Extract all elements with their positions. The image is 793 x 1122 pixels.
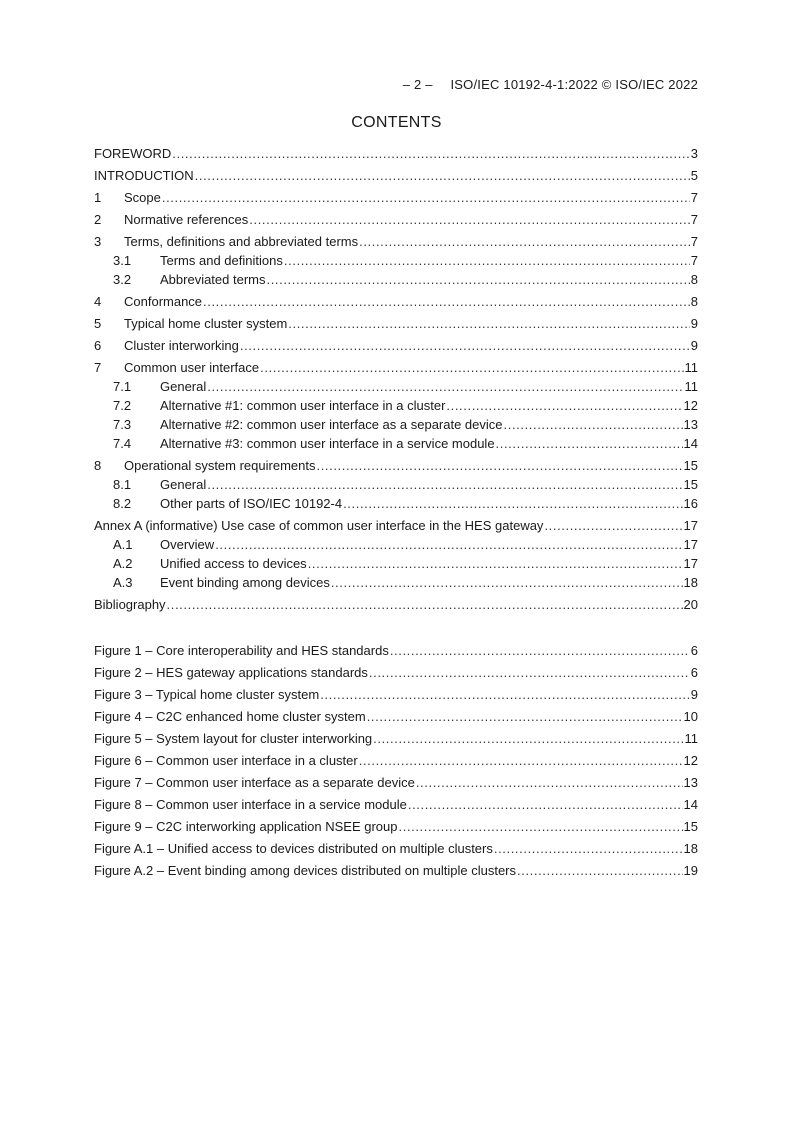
page-number: – 2 – (402, 77, 433, 92)
toc-entry-number: A.3 (113, 575, 133, 590)
toc-entry-number: 7.2 (113, 398, 132, 413)
toc-entry[interactable] (94, 417, 698, 433)
toc-entry-page: 17 (683, 537, 698, 552)
toc-entry[interactable] (94, 597, 698, 613)
toc-entry-page: 14 (683, 797, 698, 812)
toc-entry-label: Scope (124, 190, 161, 205)
toc-entry[interactable] (94, 863, 698, 879)
toc-entry[interactable] (94, 753, 698, 769)
toc-entry-page: 15 (683, 819, 698, 834)
toc-entry[interactable] (94, 458, 698, 474)
toc-entry-page: 9 (690, 316, 698, 331)
toc-entry-page: 18 (683, 575, 698, 590)
toc-entry-label: Figure A.1 – Unified access to devices distributed on multiple clusters (94, 841, 493, 856)
toc-entry[interactable] (94, 575, 698, 591)
toc-entry-page: 10 (683, 709, 698, 724)
toc-entry-label: Terms and definitions (160, 253, 283, 268)
toc-entry-page: 6 (690, 643, 698, 658)
dot-leader (331, 575, 683, 591)
dot-leader (369, 665, 690, 681)
toc-entry-number: 7 (94, 360, 102, 375)
dot-leader (267, 272, 690, 288)
dot-leader (544, 518, 682, 534)
dot-leader (496, 436, 683, 452)
dot-leader (167, 597, 683, 613)
toc-entry-label: Annex A (informative) Use case of common user interface in the HES gateway (94, 518, 544, 533)
toc-entry[interactable] (94, 687, 698, 703)
list-of-figures (94, 643, 698, 879)
toc-entry-number: 3.2 (113, 272, 132, 287)
dot-leader (308, 556, 683, 572)
toc-entry-number: 8.2 (113, 496, 132, 511)
toc-entry-number: 8 (94, 458, 102, 473)
toc-entry-label: INTRODUCTION (94, 168, 194, 183)
toc-entry-page: 12 (683, 753, 698, 768)
toc-entry-page: 16 (683, 496, 698, 511)
toc-entry-page: 11 (684, 379, 698, 394)
dot-leader (359, 753, 683, 769)
toc-entry[interactable] (94, 537, 698, 553)
toc-entry-label: Overview (160, 537, 215, 552)
toc-entry-label: Figure A.2 – Event binding among devices distributed on multiple clusters (94, 863, 517, 878)
dot-leader (207, 477, 682, 493)
toc-entry[interactable] (94, 379, 698, 395)
dot-leader (416, 775, 683, 791)
dot-leader (207, 379, 683, 395)
toc-entry[interactable] (94, 338, 698, 354)
toc-entry[interactable] (94, 841, 698, 857)
toc-entry-label: Abbreviated terms (160, 272, 266, 287)
toc-entry-label: Normative references (124, 212, 249, 227)
toc-entry-label: Figure 1 – Core interoperability and HES standards (94, 643, 389, 658)
toc-entry[interactable] (94, 709, 698, 725)
toc-entry[interactable] (94, 496, 698, 512)
toc-entry-label: Figure 8 – Common user interface in a service module (94, 797, 407, 812)
toc-entry-number: 7.4 (113, 436, 132, 451)
toc-entry-page: 3 (690, 146, 698, 161)
toc-entry-page: 8 (690, 272, 698, 287)
toc-entry[interactable] (94, 643, 698, 659)
toc-entry-label: Figure 4 – C2C enhanced home cluster system (94, 709, 366, 724)
toc-entry[interactable] (94, 797, 698, 813)
toc-entry[interactable] (94, 212, 698, 228)
toc-entry-page: 12 (683, 398, 698, 413)
dot-leader (494, 841, 683, 857)
toc-entry-page: 13 (683, 775, 698, 790)
toc-entry[interactable] (94, 294, 698, 310)
toc-entry-page: 7 (690, 234, 698, 249)
dot-leader (172, 146, 689, 162)
dot-leader (162, 190, 690, 206)
toc-entry-label: General (160, 477, 207, 492)
toc-entry-page: 15 (683, 477, 698, 492)
toc-entry[interactable] (94, 665, 698, 681)
dot-leader (359, 234, 690, 250)
dot-leader (504, 417, 683, 433)
toc-entry[interactable] (94, 556, 698, 572)
dot-leader (408, 797, 683, 813)
toc-entry-label: Figure 3 – Typical home cluster system (94, 687, 320, 702)
dot-leader (284, 253, 690, 269)
toc-entry[interactable] (94, 146, 698, 162)
toc-entry-page: 7 (690, 190, 698, 205)
dot-leader (320, 687, 690, 703)
dot-leader (195, 168, 690, 184)
toc-entry-label: Bibliography (94, 597, 166, 612)
toc-entry-page: 9 (690, 687, 698, 702)
toc-entry-page: 18 (683, 841, 698, 856)
toc-entry-page: 20 (683, 597, 698, 612)
toc-entry-page: 8 (690, 294, 698, 309)
toc-entry[interactable] (94, 360, 698, 376)
table-of-contents (94, 146, 698, 613)
toc-entry[interactable] (94, 190, 698, 206)
toc-entry-number: 1 (94, 190, 102, 205)
toc-entry-label: FOREWORD (94, 146, 172, 161)
toc-entry-label: Other parts of ISO/IEC 10192-4 (160, 496, 343, 511)
toc-entry-number: 3 (94, 234, 102, 249)
toc-entry-page: 19 (683, 863, 698, 878)
document-id: ISO/IEC 10192-4-1:2022 © ISO/IEC 2022 (450, 77, 698, 92)
toc-entry[interactable] (94, 253, 698, 269)
toc-entry-page: 14 (683, 436, 698, 451)
toc-entry-page: 5 (690, 168, 698, 183)
toc-entry-page: 13 (683, 417, 698, 432)
toc-entry-label: Conformance (124, 294, 203, 309)
toc-entry-label: Typical home cluster system (124, 316, 288, 331)
toc-entry[interactable] (94, 316, 698, 332)
page-title: CONTENTS (351, 114, 442, 131)
toc-entry-label: Figure 2 – HES gateway applications standards (94, 665, 368, 680)
toc-entry-number: 7.3 (113, 417, 132, 432)
toc-entry-number: 6 (94, 338, 102, 353)
dot-leader (316, 458, 682, 474)
toc-entry-number: 2 (94, 212, 102, 227)
toc-entry-label: General (160, 379, 207, 394)
dot-leader (215, 537, 682, 553)
page-header (403, 77, 698, 92)
dot-leader (373, 731, 683, 747)
toc-entry[interactable] (94, 234, 698, 250)
dot-leader (240, 338, 690, 354)
toc-entry-number: A.2 (113, 556, 133, 571)
toc-entry[interactable] (94, 775, 698, 791)
dot-leader (446, 398, 682, 414)
toc-entry-label: Figure 9 – C2C interworking application NSEE group (94, 819, 398, 834)
toc-entry-page: 15 (683, 458, 698, 473)
toc-entry-page: 6 (690, 665, 698, 680)
toc-entry-label: Figure 7 – Common user interface as a separate device (94, 775, 415, 790)
toc-entry-label: Terms, definitions and abbreviated terms (124, 234, 359, 249)
dot-leader (367, 709, 683, 725)
toc-entry-label: Unified access to devices (160, 556, 307, 571)
toc-entry-number: 5 (94, 316, 102, 331)
toc-entry-page: 11 (684, 360, 698, 375)
toc-entry-label: Event binding among devices (160, 575, 330, 590)
toc-entry[interactable] (94, 518, 698, 534)
toc-entry[interactable] (94, 398, 698, 414)
toc-entry-label: Alternative #1: common user interface in a cluster (160, 398, 446, 413)
toc-entry[interactable] (94, 436, 698, 452)
dot-leader (203, 294, 690, 310)
toc-entry-page: 7 (690, 212, 698, 227)
toc-entry-number: 3.1 (113, 253, 132, 268)
toc-entry-page: 9 (690, 338, 698, 353)
toc-entry-number: A.1 (113, 537, 133, 552)
toc-entry-page: 11 (684, 731, 698, 746)
toc-entry-page: 17 (683, 556, 698, 571)
toc-entry-label: Figure 6 – Common user interface in a cluster (94, 753, 358, 768)
dot-leader (288, 316, 689, 332)
toc-entry-number: 8.1 (113, 477, 132, 492)
dot-leader (249, 212, 689, 228)
toc-entry-number: 4 (94, 294, 102, 309)
toc-entry-number: 7.1 (113, 379, 132, 394)
toc-entry[interactable] (94, 272, 698, 288)
toc-entry-label: Figure 5 – System layout for cluster interworking (94, 731, 373, 746)
toc-entry[interactable] (94, 168, 698, 184)
toc-entry[interactable] (94, 477, 698, 493)
toc-entry-label: Alternative #3: common user interface in a service module (160, 436, 495, 451)
toc-entry[interactable] (94, 731, 698, 747)
toc-entry-label: Cluster interworking (124, 338, 239, 353)
toc-entry[interactable] (94, 819, 698, 835)
toc-entry-label: Operational system requirements (124, 458, 316, 473)
dot-leader (399, 819, 683, 835)
toc-entry-page: 17 (683, 518, 698, 533)
dot-leader (517, 863, 683, 879)
toc-entry-label: Alternative #2: common user interface as a separate device (160, 417, 503, 432)
toc-entry-label: Common user interface (124, 360, 260, 375)
dot-leader (260, 360, 683, 376)
dot-leader (390, 643, 690, 659)
dot-leader (343, 496, 682, 512)
toc-entry-page: 7 (690, 253, 698, 268)
